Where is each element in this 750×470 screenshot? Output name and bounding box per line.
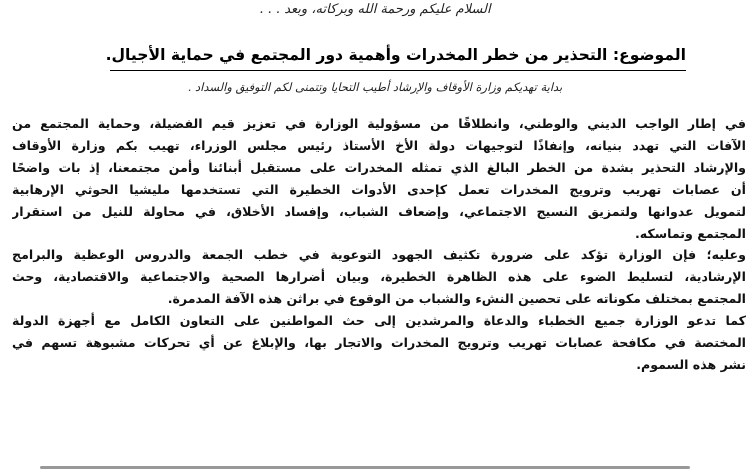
letter-body	[12, 113, 746, 376]
body-line: المجتمع بمختلف مكوناته على تحصين النشء والشباب من الوقوع في براثن هذه الآفة المدمرة.	[167, 291, 746, 307]
subject-heading: الموضوع: التحذير من خطر المخدرات وأهمية دور المجتمع في حماية الأجيال.	[105, 46, 686, 64]
body-line: وعليه؛ فإن الوزارة تؤكد على ضرورة تكثيف الجهود التوعوية في خطب الجمعة والدروس الوعظية والبرامج	[12, 247, 746, 263]
intro-line: بداية تهديكم وزارة الأوقاف والإرشاد أطيب التحايا وتتمنى لكم التوفيق والسداد .	[187, 80, 563, 94]
cut-off-next-line	[40, 462, 690, 470]
cut-off-text-fragment	[40, 466, 690, 469]
body-line: والإرشاد التحذير بشدة من الخطر البالغ الذي تمثله المخدرات على مستقبل أبنائنا وأمن مجتمعنا، إذ بات واضحًا	[12, 159, 746, 175]
body-line: في إطار الواجب الديني والوطني، وانطلاقًا من مسؤولية الوزارة في تعزيز قيم الفضيلة، وحماية المجتمع من	[12, 116, 746, 131]
body-line: المختصة في مكافحة عصابات تهريب وترويج المخدرات والاتجار بها، والإبلاغ عن أي تحركات مشبوهة تسهم في	[12, 335, 746, 351]
body-line: لتمويل عدوانها ولتمزيق النسيج الاجتماعي، وإضعاف الشباب، وإفساد الأخلاق، في محاولة للنيل من استقرار	[12, 203, 746, 219]
subject-underline	[110, 70, 686, 71]
body-line: كما تدعو الوزارة جميع الخطباء والدعاة والمرشدين إلى حث المواطنين على التعاون الكامل مع أجهزة الدولة	[12, 313, 746, 329]
body-line: الآفات التي تهدد بنيانه، وإنفاذًا لتوجيهات دولة الأخ الأستاذ رئيس مجلس الوزراء، تهيب بكم وزارة الأوقاف	[12, 137, 746, 153]
body-line: نشر هذه السموم.	[636, 356, 746, 372]
body-line: الإرشادية، لتسليط الضوء على هذه الظاهرة الخطيرة، وبيان أضرارها الصحية والاجتماعية والاقتصادية، وحث	[12, 269, 746, 285]
greeting-line: السلام عليكم ورحمة الله وبركاته، وبعد . . .	[259, 2, 491, 17]
body-line: أن عصابات تهريب وترويج المخدرات تعمل كإحدى الأدوات الخطيرة التي تستخدمها مليشيا الحوثي الإرهابية	[12, 181, 746, 197]
body-line: المجتمع وتماسكه.	[635, 225, 746, 241]
